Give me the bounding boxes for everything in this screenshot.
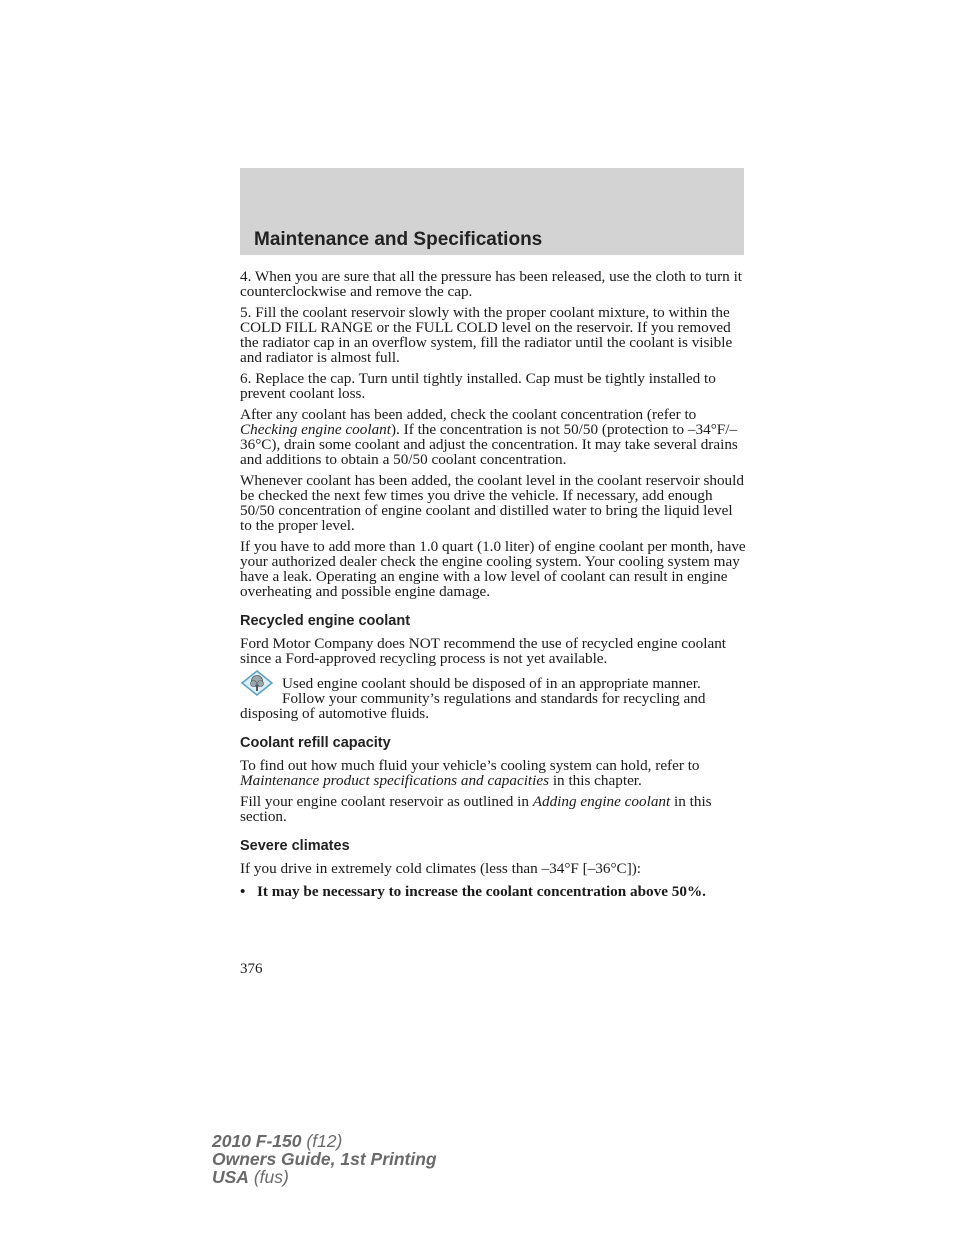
severe-climates-paragraph: If you drive in extremely cold climates (less than –34°F [–36°C]): bbox=[240, 860, 642, 877]
step-6: 6. Replace the cap. Turn until tightly installed. Cap must be tightly installed to prevent coolant loss. bbox=[240, 370, 716, 402]
step-4: 4. When you are sure that all the pressure has been released, use the cloth to turn it counterclockwise and remove the cap. bbox=[240, 268, 743, 300]
refill-capacity-heading: Coolant refill capacity bbox=[240, 735, 391, 751]
section-title: Maintenance and Specifications bbox=[254, 229, 543, 250]
refill-capacity-paragraph: To find out how much fluid your vehicle’s cooling system can hold, refer to Maintenance product specifications and capacities in this chapter. bbox=[240, 757, 700, 789]
adding-coolant-reference: Adding engine coolant bbox=[532, 793, 671, 810]
step-5: 5. Fill the coolant reservoir slowly with the proper coolant mixture, to within the COLD FILL RANGE or the FULL COLD level on the reservoir. If you removed the radiator cap in an overflow system, fill the radiator until the coolant is visible and radiator is almost full. bbox=[240, 304, 733, 366]
page-number: 376 bbox=[240, 961, 263, 977]
footer-print-info bbox=[212, 1132, 437, 1186]
recycled-coolant-paragraph: Ford Motor Company does NOT recommend the use of recycled engine coolant since a Ford-approved recycling process is not yet available. bbox=[240, 635, 727, 667]
checking-coolant-reference: Checking engine coolant bbox=[240, 421, 391, 438]
after-added-paragraph: After any coolant has been added, check the coolant concentration (refer to Checking engine coolant). If the concentration is not 50/50 (protection to –34°F/–36°C), drain some coolant and adjust the concentration. It may take several drains and additions to obtain a 50/50 coolant concentration. bbox=[240, 406, 738, 468]
environment-note bbox=[240, 676, 746, 721]
section-header-band bbox=[240, 168, 744, 255]
footer-line-3: USA (fus) bbox=[212, 1167, 289, 1187]
recycled-coolant-heading: Recycled engine coolant bbox=[240, 613, 411, 629]
footer-line-2: Owners Guide, 1st Printing bbox=[212, 1149, 437, 1169]
footer-line-1: 2010 F-150 (f12) bbox=[212, 1131, 343, 1151]
coolant-loss-paragraph: If you have to add more than 1.0 quart (1.0 liter) of engine coolant per month, have your authorized dealer check the engine cooling system. Your cooling system may have a leak. Operating an engine with a low level of coolant can result in engine overheating and possible engine damage. bbox=[240, 538, 746, 600]
capacities-reference: Maintenance product specifications and capacities bbox=[240, 772, 550, 789]
bullet-dot: • bbox=[240, 883, 246, 900]
fill-reservoir-paragraph: Fill your engine coolant reservoir as outlined in Adding engine coolant in this section. bbox=[240, 793, 712, 825]
page-content bbox=[240, 269, 746, 905]
bullet-item bbox=[240, 884, 746, 899]
severe-climates-heading: Severe climates bbox=[240, 838, 350, 854]
environment-note-text: Used engine coolant should be disposed of in an appropriate manner. Follow your community’s regulations and standards for recycling and disposing of automotive fluids. bbox=[240, 675, 706, 722]
bullet-text: It may be necessary to increase the coolant concentration above 50%. bbox=[257, 883, 706, 900]
recycle-tree-icon bbox=[240, 670, 274, 696]
recheck-level-paragraph: Whenever coolant has been added, the coolant level in the coolant reservoir should be checked the next few times you drive the vehicle. If necessary, add enough 50/50 concentration of engine coolant and distilled water to bring the liquid level to the proper level. bbox=[240, 472, 744, 534]
